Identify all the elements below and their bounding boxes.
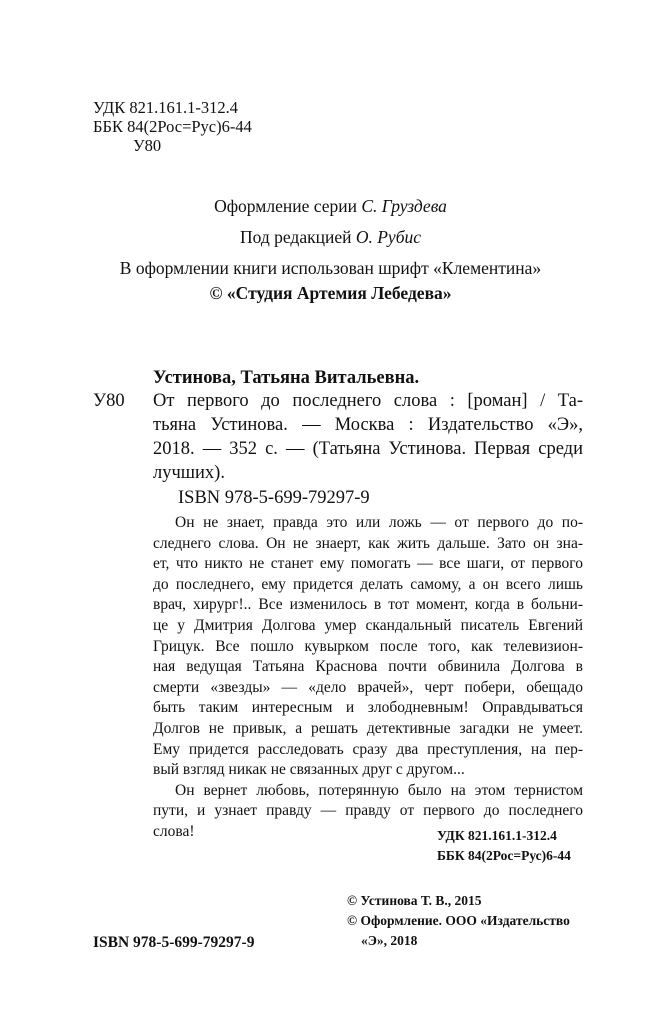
annotation-line: быть таким интересным и злободневным! Оправдываться (153, 699, 583, 717)
annotation-line: Он вернет любовь, потерянную было на этом тернистом (175, 781, 583, 799)
series-design-credit (0, 196, 661, 217)
copyright-author: © Устинова Т. В., 2015 (347, 893, 482, 908)
bib-isbn: ISBN 978-5-699-79297-9 (178, 488, 370, 508)
footer-bbk: ББК 84(2Рос=Рус)6-44 (437, 848, 571, 863)
bbk-code: ББК 84(2Рос=Рус)6-44 (93, 117, 252, 136)
annotation-line: следнего слова. Он не знаерт, как жить дальше. Зато он зна- (153, 534, 583, 552)
author-mark: У80 (133, 136, 162, 155)
annotation-line: вый взгляд никак не связанных друг с другом... (153, 761, 465, 779)
series-design-name: С. Груздева (361, 196, 447, 216)
footer-isbn: ISBN 978-5-699-79297-9 (93, 934, 255, 951)
bib-author-heading: Устинова, Татьяна Витальевна. (153, 368, 420, 388)
annotation-line: слова! (153, 822, 195, 840)
annotation-line: ная ведущая Татьяна Краснова почти обвинила Долгова в (153, 658, 583, 676)
font-copyright: © «Студия Артемия Лебедева» (209, 283, 452, 303)
annotation-line: це у Дмитрия Долгова умер скандальный писатель Евгений (153, 616, 583, 634)
annotation-line: Долгов не привык, а решать детективные загадки не умеет. (153, 719, 583, 737)
copyright-design-line2: «Э», 2018 (361, 933, 418, 948)
bib-line: лучших). (153, 463, 225, 483)
bib-line: 2018. — 352 с. — (Татьяна Устинова. Первая среди (153, 439, 583, 459)
bib-author-mark: У80 (93, 391, 125, 411)
annotation-line: пути, и узнает правду — правду от первого до последнего (153, 802, 583, 820)
font-note: В оформлении книги использован шрифт «Клементина» (119, 258, 542, 278)
annotation-line: Ему придется расследовать сразу два преступления, на пер- (153, 740, 583, 758)
annotation (153, 513, 583, 843)
annotation-line: Он не знает, правда это или ложь — от первого до по- (175, 514, 583, 531)
bib-line: От первого до последнего слова : [роман] / Та- (153, 391, 583, 411)
editor-label: Под редакцией (239, 227, 352, 247)
udk-code: УДК 821.161.1-312.4 (93, 98, 239, 117)
copyright-design-line1: © Оформление. ООО «Издательство (347, 913, 570, 928)
bib-description (153, 389, 583, 485)
annotation-line: ет, что никто не станет ему помогать — все шаги, от первого (153, 555, 583, 573)
editor-credit (0, 227, 661, 248)
annotation-line: врач, хирург!.. Все изменилось в тот момент, когда в больни- (153, 596, 583, 614)
annotation-line: до последнего, ему придется делать самому, а он всего лишь (153, 575, 583, 593)
annotation-line: Грицук. Все пошло кувырком после того, как телевизион- (153, 637, 583, 655)
series-design-label: Оформление серии (214, 196, 357, 216)
footer-udk: УДК 821.161.1-312.4 (437, 828, 557, 843)
annotation-line: смерти «звезды» — «дело врачей», черт побери, обещадо (153, 678, 583, 696)
bib-line: тьяна Устинова. — Москва : Издательство «Э», (153, 415, 583, 435)
editor-name: О. Рубис (355, 227, 422, 247)
